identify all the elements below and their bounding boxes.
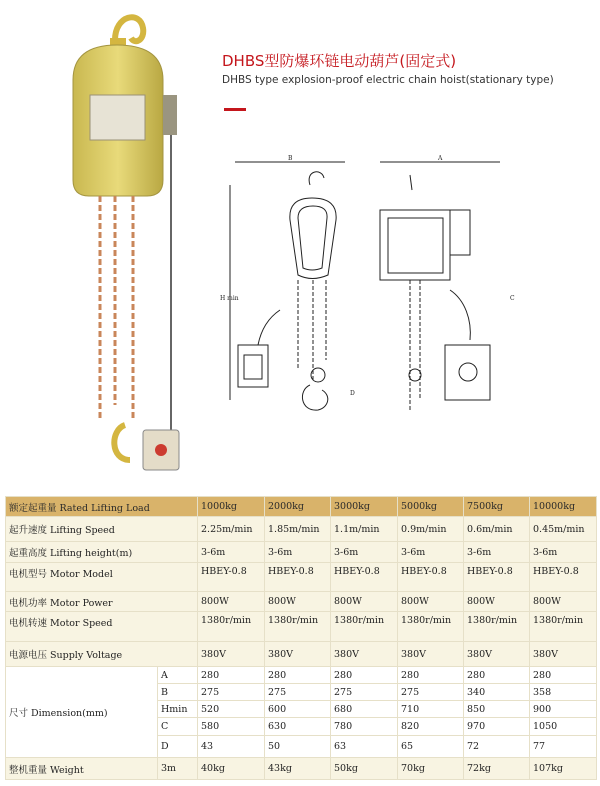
dimension-label: 尺寸 Dimension(mm) xyxy=(6,667,158,758)
cell: HBEY-0.8 xyxy=(398,563,464,592)
row-dimension-a xyxy=(6,667,597,684)
cell: 275 xyxy=(265,684,331,701)
cell: 275 xyxy=(198,684,265,701)
cell: 850 xyxy=(464,701,530,718)
cell: 1380r/min xyxy=(265,612,331,642)
spec-table xyxy=(5,496,597,780)
load-2000: 2000kg xyxy=(265,497,331,517)
cell: 900 xyxy=(530,701,597,718)
technical-drawing xyxy=(210,150,590,430)
cell: 380V xyxy=(265,642,331,667)
dim-d-label: D xyxy=(350,390,355,397)
cell: 380V xyxy=(198,642,265,667)
cell: 107kg xyxy=(530,758,597,780)
cell: 280 xyxy=(398,667,464,684)
row-motor-power xyxy=(6,592,597,612)
row-label: 电机型号 Motor Model xyxy=(6,563,198,592)
cell: 820 xyxy=(398,718,464,736)
cell: 1380r/min xyxy=(331,612,398,642)
cell: 72kg xyxy=(464,758,530,780)
load-7500: 7500kg xyxy=(464,497,530,517)
cell: 680 xyxy=(331,701,398,718)
row-lifting-height xyxy=(6,542,597,563)
cell: 3-6m xyxy=(198,542,265,563)
cell: 380V xyxy=(398,642,464,667)
cell: 3-6m xyxy=(265,542,331,563)
dim-c-label: C xyxy=(510,295,515,302)
cell: 50 xyxy=(265,736,331,758)
sub-label: A xyxy=(158,667,198,684)
row-label: 电机转速 Motor Speed xyxy=(6,612,198,642)
sub-label: D xyxy=(158,736,198,758)
cell: 380V xyxy=(530,642,597,667)
cell: 65 xyxy=(398,736,464,758)
sub-label: C xyxy=(158,718,198,736)
cell: 520 xyxy=(198,701,265,718)
cell: 63 xyxy=(331,736,398,758)
header-label: 额定起重量 Rated Lifting Load xyxy=(6,497,198,517)
cell: 600 xyxy=(265,701,331,718)
cell: 340 xyxy=(464,684,530,701)
table-header-row xyxy=(6,497,597,517)
cell: 280 xyxy=(331,667,398,684)
load-5000: 5000kg xyxy=(398,497,464,517)
cell: 1380r/min xyxy=(398,612,464,642)
cell: 3-6m xyxy=(464,542,530,563)
cell: 800W xyxy=(398,592,464,612)
dim-a-label: A xyxy=(438,155,443,162)
title-english: DHBS type explosion-proof electric chain hoist(stationary type) xyxy=(222,74,554,86)
cell: HBEY-0.8 xyxy=(530,563,597,592)
hoist-photo xyxy=(55,0,195,480)
cell: 0.9m/min xyxy=(398,517,464,542)
row-motor-model xyxy=(6,563,597,592)
row-supply-voltage xyxy=(6,642,597,667)
load-10000: 10000kg xyxy=(530,497,597,517)
cell: 800W xyxy=(530,592,597,612)
cell: HBEY-0.8 xyxy=(198,563,265,592)
cell: 3-6m xyxy=(398,542,464,563)
row-label: 起重高度 Lifting height(m) xyxy=(6,542,198,563)
cell: 43kg xyxy=(265,758,331,780)
cell: 3-6m xyxy=(331,542,398,563)
cell: 50kg xyxy=(331,758,398,780)
cell: 0.45m/min xyxy=(530,517,597,542)
cell: 1.85m/min xyxy=(265,517,331,542)
cell: 800W xyxy=(331,592,398,612)
title-chinese: DHBS型防爆环链电动葫芦(固定式) xyxy=(222,52,457,70)
cell: 77 xyxy=(530,736,597,758)
title-underline xyxy=(224,108,246,111)
cell: 0.6m/min xyxy=(464,517,530,542)
dim-h-label: H min xyxy=(220,295,239,302)
sub-label: 3m xyxy=(158,758,198,780)
cell: 40kg xyxy=(198,758,265,780)
cell: 358 xyxy=(530,684,597,701)
cell: 280 xyxy=(530,667,597,684)
cell: HBEY-0.8 xyxy=(331,563,398,592)
row-lifting-speed xyxy=(6,517,597,542)
row-motor-speed xyxy=(6,612,597,642)
row-weight xyxy=(6,758,597,780)
cell: 380V xyxy=(331,642,398,667)
dim-b-label: B xyxy=(288,155,293,162)
cell: 1.1m/min xyxy=(331,517,398,542)
cell: 780 xyxy=(331,718,398,736)
weight-label: 整机重量 Weight xyxy=(6,758,158,780)
cell: 800W xyxy=(265,592,331,612)
sub-label: Hmin xyxy=(158,701,198,718)
row-label: 电机功率 Motor Power xyxy=(6,592,198,612)
cell: 2.25m/min xyxy=(198,517,265,542)
cell: 280 xyxy=(265,667,331,684)
cell: 800W xyxy=(464,592,530,612)
cell: 1380r/min xyxy=(530,612,597,642)
cell: HBEY-0.8 xyxy=(464,563,530,592)
cell: 580 xyxy=(198,718,265,736)
cell: 970 xyxy=(464,718,530,736)
cell: 280 xyxy=(198,667,265,684)
cell: HBEY-0.8 xyxy=(265,563,331,592)
cell: 275 xyxy=(398,684,464,701)
cell: 1380r/min xyxy=(464,612,530,642)
cell: 43 xyxy=(198,736,265,758)
cell: 380V xyxy=(464,642,530,667)
load-1000: 1000kg xyxy=(198,497,265,517)
cell: 710 xyxy=(398,701,464,718)
sub-label: B xyxy=(158,684,198,701)
cell: 280 xyxy=(464,667,530,684)
cell: 275 xyxy=(331,684,398,701)
cell: 1380r/min xyxy=(198,612,265,642)
cell: 1050 xyxy=(530,718,597,736)
load-3000: 3000kg xyxy=(331,497,398,517)
cell: 630 xyxy=(265,718,331,736)
cell: 70kg xyxy=(398,758,464,780)
row-label: 起升速度 Lifting Speed xyxy=(6,517,198,542)
cell: 3-6m xyxy=(530,542,597,563)
row-label: 电源电压 Supply Voltage xyxy=(6,642,198,667)
cell: 72 xyxy=(464,736,530,758)
cell: 800W xyxy=(198,592,265,612)
